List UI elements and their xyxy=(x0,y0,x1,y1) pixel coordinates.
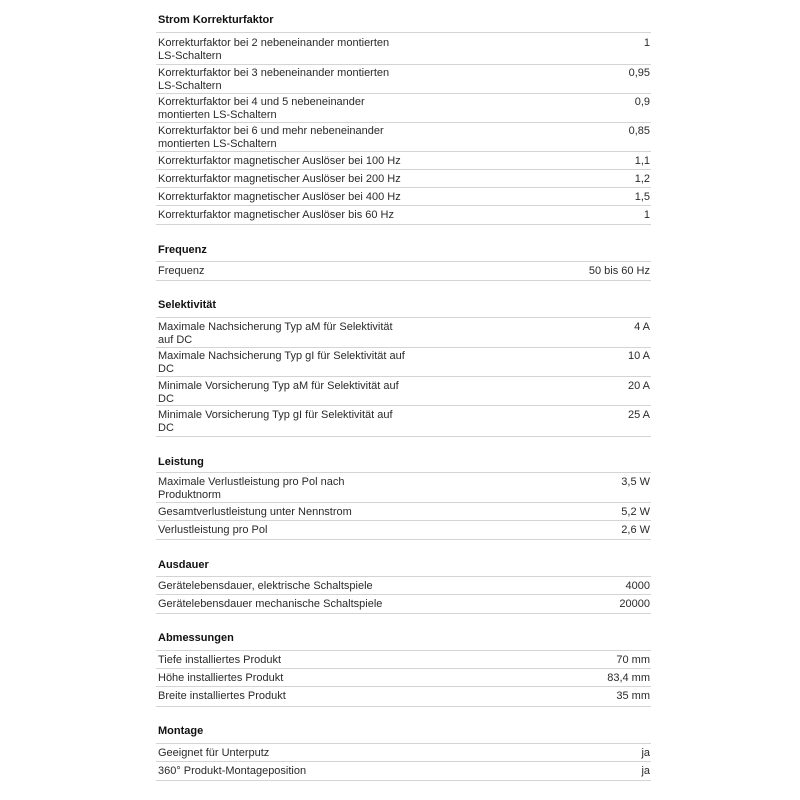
divider xyxy=(156,261,651,262)
row-value: 0,85 xyxy=(628,125,650,137)
divider xyxy=(156,436,651,437)
row-value: 20000 xyxy=(619,598,650,610)
row-label: Korrekturfaktor bei 3 nebeneinander montierten LS-Schaltern xyxy=(158,67,390,92)
row-label: 360° Produkt-Montageposition xyxy=(158,765,307,777)
row-value: 70 mm xyxy=(616,654,650,666)
row-label: Maximale Nachsicherung Typ gI für Selektivität auf DC xyxy=(158,350,405,375)
row-value: ja xyxy=(641,747,650,759)
row-label: Maximale Nachsicherung Typ aM für Selektivität auf DC xyxy=(158,321,393,346)
row-value: 1,1 xyxy=(634,155,650,167)
divider xyxy=(156,668,651,669)
row-label: Geeignet für Unterputz xyxy=(158,747,270,759)
divider xyxy=(156,347,651,348)
row-value: 0,95 xyxy=(628,67,650,79)
section-title: Leistung xyxy=(158,456,204,468)
row-label: Korrekturfaktor magnetischer Auslöser bei 400 Hz xyxy=(158,191,401,203)
divider xyxy=(156,472,651,473)
row-value: 2,6 W xyxy=(621,524,650,536)
row-value: 4000 xyxy=(625,580,650,592)
row-label: Korrekturfaktor magnetischer Auslöser bei 100 Hz xyxy=(158,155,401,167)
row-value: 3,5 W xyxy=(621,476,650,488)
row-value: 0,9 xyxy=(634,96,650,108)
section-title: Ausdauer xyxy=(158,559,209,571)
row-label: Gerätelebensdauer mechanische Schaltspiele xyxy=(158,598,383,610)
row-value: 5,2 W xyxy=(621,506,650,518)
row-value: 35 mm xyxy=(616,690,650,702)
divider xyxy=(156,32,651,33)
section-title: Frequenz xyxy=(158,244,207,256)
row-label: Gerätelebensdauer, elektrische Schaltspiele xyxy=(158,580,373,592)
divider xyxy=(156,64,651,65)
row-label: Tiefe installiertes Produkt xyxy=(158,654,282,666)
divider xyxy=(156,743,651,744)
divider xyxy=(156,650,651,651)
divider xyxy=(156,686,651,687)
section-title: Selektivität xyxy=(158,299,217,311)
divider xyxy=(156,280,651,281)
divider xyxy=(156,594,651,595)
row-label: Korrekturfaktor bei 4 und 5 nebeneinander montierten LS-Schaltern xyxy=(158,96,365,121)
row-label: Minimale Vorsicherung Typ aM für Selektivität auf DC xyxy=(158,380,399,405)
row-label: Korrekturfaktor bei 6 und mehr nebeneinander montierten LS-Schaltern xyxy=(158,125,384,150)
row-label: Höhe installiertes Produkt xyxy=(158,672,284,684)
row-label: Gesamtverlustleistung unter Nennstrom xyxy=(158,506,352,518)
row-value: 1,2 xyxy=(634,173,650,185)
divider xyxy=(156,376,651,377)
row-label: Breite installiertes Produkt xyxy=(158,690,286,702)
divider xyxy=(156,122,651,123)
divider xyxy=(156,539,651,540)
row-label: Korrekturfaktor bei 2 nebeneinander montierten LS-Schaltern xyxy=(158,37,390,62)
divider xyxy=(156,205,651,206)
row-value: 4 A xyxy=(634,321,650,333)
row-value: 1,5 xyxy=(634,191,650,203)
divider xyxy=(156,405,651,406)
divider xyxy=(156,93,651,94)
divider xyxy=(156,317,651,318)
row-label: Minimale Vorsicherung Typ gI für Selektivität auf DC xyxy=(158,409,393,434)
divider xyxy=(156,761,651,762)
row-value: 20 A xyxy=(627,380,650,392)
divider xyxy=(156,224,651,225)
row-label: Maximale Verlustleistung pro Pol nach Produktnorm xyxy=(158,476,345,501)
row-label: Verlustleistung pro Pol xyxy=(158,524,268,536)
section-title: Abmessungen xyxy=(158,632,234,644)
row-value: 1 xyxy=(643,37,650,49)
divider xyxy=(156,613,651,614)
section-title: Montage xyxy=(158,725,204,737)
divider xyxy=(156,151,651,152)
row-label: Frequenz xyxy=(158,265,205,277)
section-title: Strom Korrekturfaktor xyxy=(158,14,274,26)
row-value: 1 xyxy=(643,209,650,221)
divider xyxy=(156,520,651,521)
divider xyxy=(156,706,651,707)
row-value: 50 bis 60 Hz xyxy=(588,265,650,277)
divider xyxy=(156,780,651,781)
row-label: Korrekturfaktor magnetischer Auslöser bis 60 Hz xyxy=(158,209,394,221)
row-label: Korrekturfaktor magnetischer Auslöser bei 200 Hz xyxy=(158,173,401,185)
row-value: ja xyxy=(641,765,650,777)
row-value: 10 A xyxy=(627,350,650,362)
row-value: 83,4 mm xyxy=(607,672,650,684)
row-value: 25 A xyxy=(627,409,650,421)
divider xyxy=(156,502,651,503)
divider xyxy=(156,576,651,577)
divider xyxy=(156,169,651,170)
divider xyxy=(156,187,651,188)
